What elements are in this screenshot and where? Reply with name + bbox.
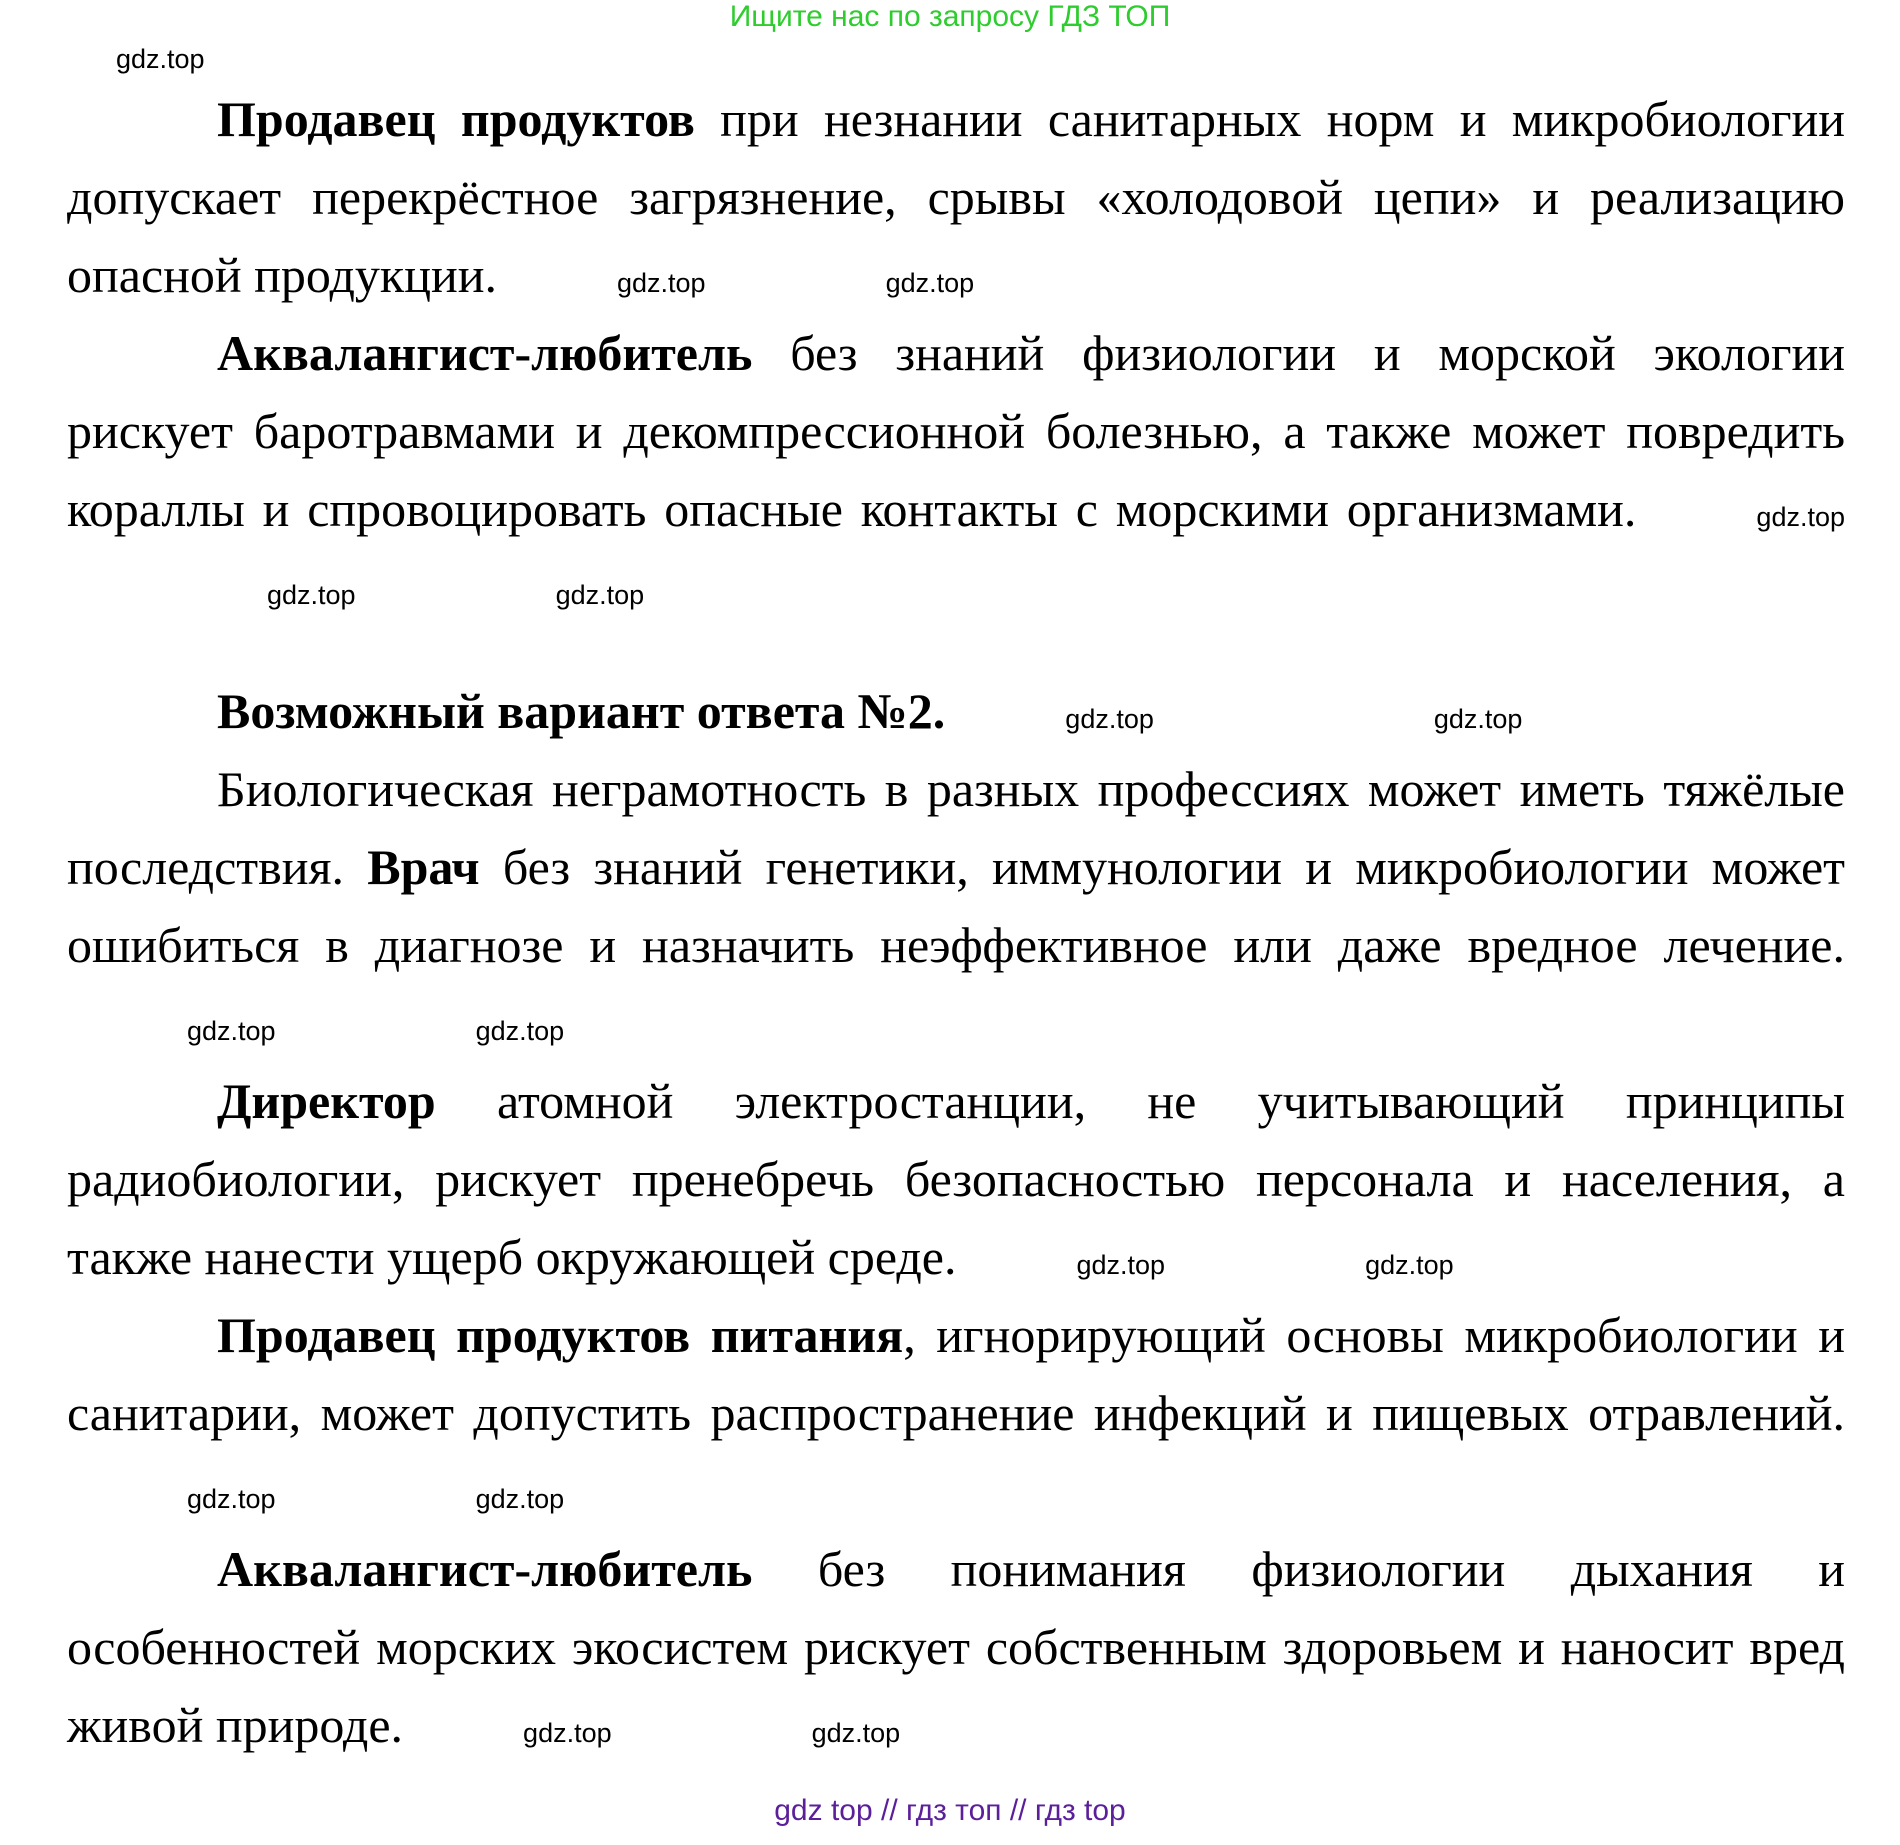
paragraph-doctor: [67, 750, 1845, 1062]
term: Продавец продуктов питания: [217, 1307, 904, 1363]
watermark: gdz.top: [187, 1016, 276, 1046]
paragraph-text: Биологическая неграмотность в разных профессиях может иметь тяжёлые последствия.: [67, 761, 1845, 895]
footer-links[interactable]: gdz top // гдз топ // гдз top: [774, 1794, 1126, 1827]
watermark: gdz.top: [555, 580, 645, 610]
watermark: gdz.top: [1365, 1250, 1454, 1280]
search-banner: Ищите нас по запросу ГДЗ ТОП: [729, 0, 1171, 33]
paragraph-food-seller-2: [67, 1296, 1845, 1530]
watermark: gdz.top: [616, 268, 706, 298]
paragraph-text: без знаний генетики, иммунологии и микробиологии может ошибиться в диагнозе и назначить неэффективное или даже вредное лечение.: [67, 839, 1845, 973]
watermark: gdz.top: [475, 1484, 565, 1514]
paragraph-text: , игнорирующий основы микробиологии и санитарии, может допустить распространение инфекций и пищевых отравлений.: [67, 1307, 1845, 1441]
watermark: gdz.top: [523, 1718, 612, 1748]
term: Директор: [217, 1073, 436, 1129]
term: Врач: [367, 839, 480, 895]
paragraph-text: при незнании санитарных норм и микробиологии допускает перекрёстное загрязнение, срывы «холодовой цепи» и реализацию опасной продукции.: [67, 91, 1845, 303]
document-body: [0, 40, 1900, 1764]
term: Аквалангист-любитель: [217, 325, 753, 381]
answer-heading-text: Возможный вариант ответа №2.: [217, 683, 946, 739]
answer-heading: [217, 672, 1845, 750]
watermark: gdz.top: [1076, 1250, 1166, 1280]
term: Аквалангист-любитель: [217, 1541, 753, 1597]
paragraph-text: без знаний физиологии и морской экологии рискует баротравмами и декомпрессионной болезнью, а также может повредить кораллы и спровоцировать опасные контакты с морскими организмами.: [67, 325, 1845, 537]
paragraph-diver-2: [67, 1530, 1845, 1764]
watermark: gdz.top: [1065, 704, 1154, 734]
watermark: gdz.top: [267, 580, 356, 610]
paragraph-food-seller: [67, 80, 1845, 314]
paragraph-text: атомной электростанции, не учитывающий принципы радиобиологии, рискует пренебречь безопасностью персонала и населения, а также нанести ущерб окружающей среде.: [67, 1073, 1845, 1285]
watermark: gdz.top: [885, 268, 975, 298]
watermark: gdz.top: [187, 1484, 276, 1514]
paragraph-diver: [67, 314, 1845, 626]
watermark: gdz.top: [1433, 704, 1523, 734]
watermark: gdz.top: [116, 44, 205, 74]
paragraph-director: [67, 1062, 1845, 1296]
paragraph-text: без понимания физиологии дыхания и особенностей морских экосистем рискует собственным здоровьем и наносит вред живой природе.: [67, 1541, 1845, 1753]
term: Продавец продуктов: [217, 91, 695, 147]
watermark: gdz.top: [811, 1718, 901, 1748]
watermark: gdz.top: [475, 1016, 565, 1046]
watermark: gdz.top: [1756, 502, 1845, 532]
